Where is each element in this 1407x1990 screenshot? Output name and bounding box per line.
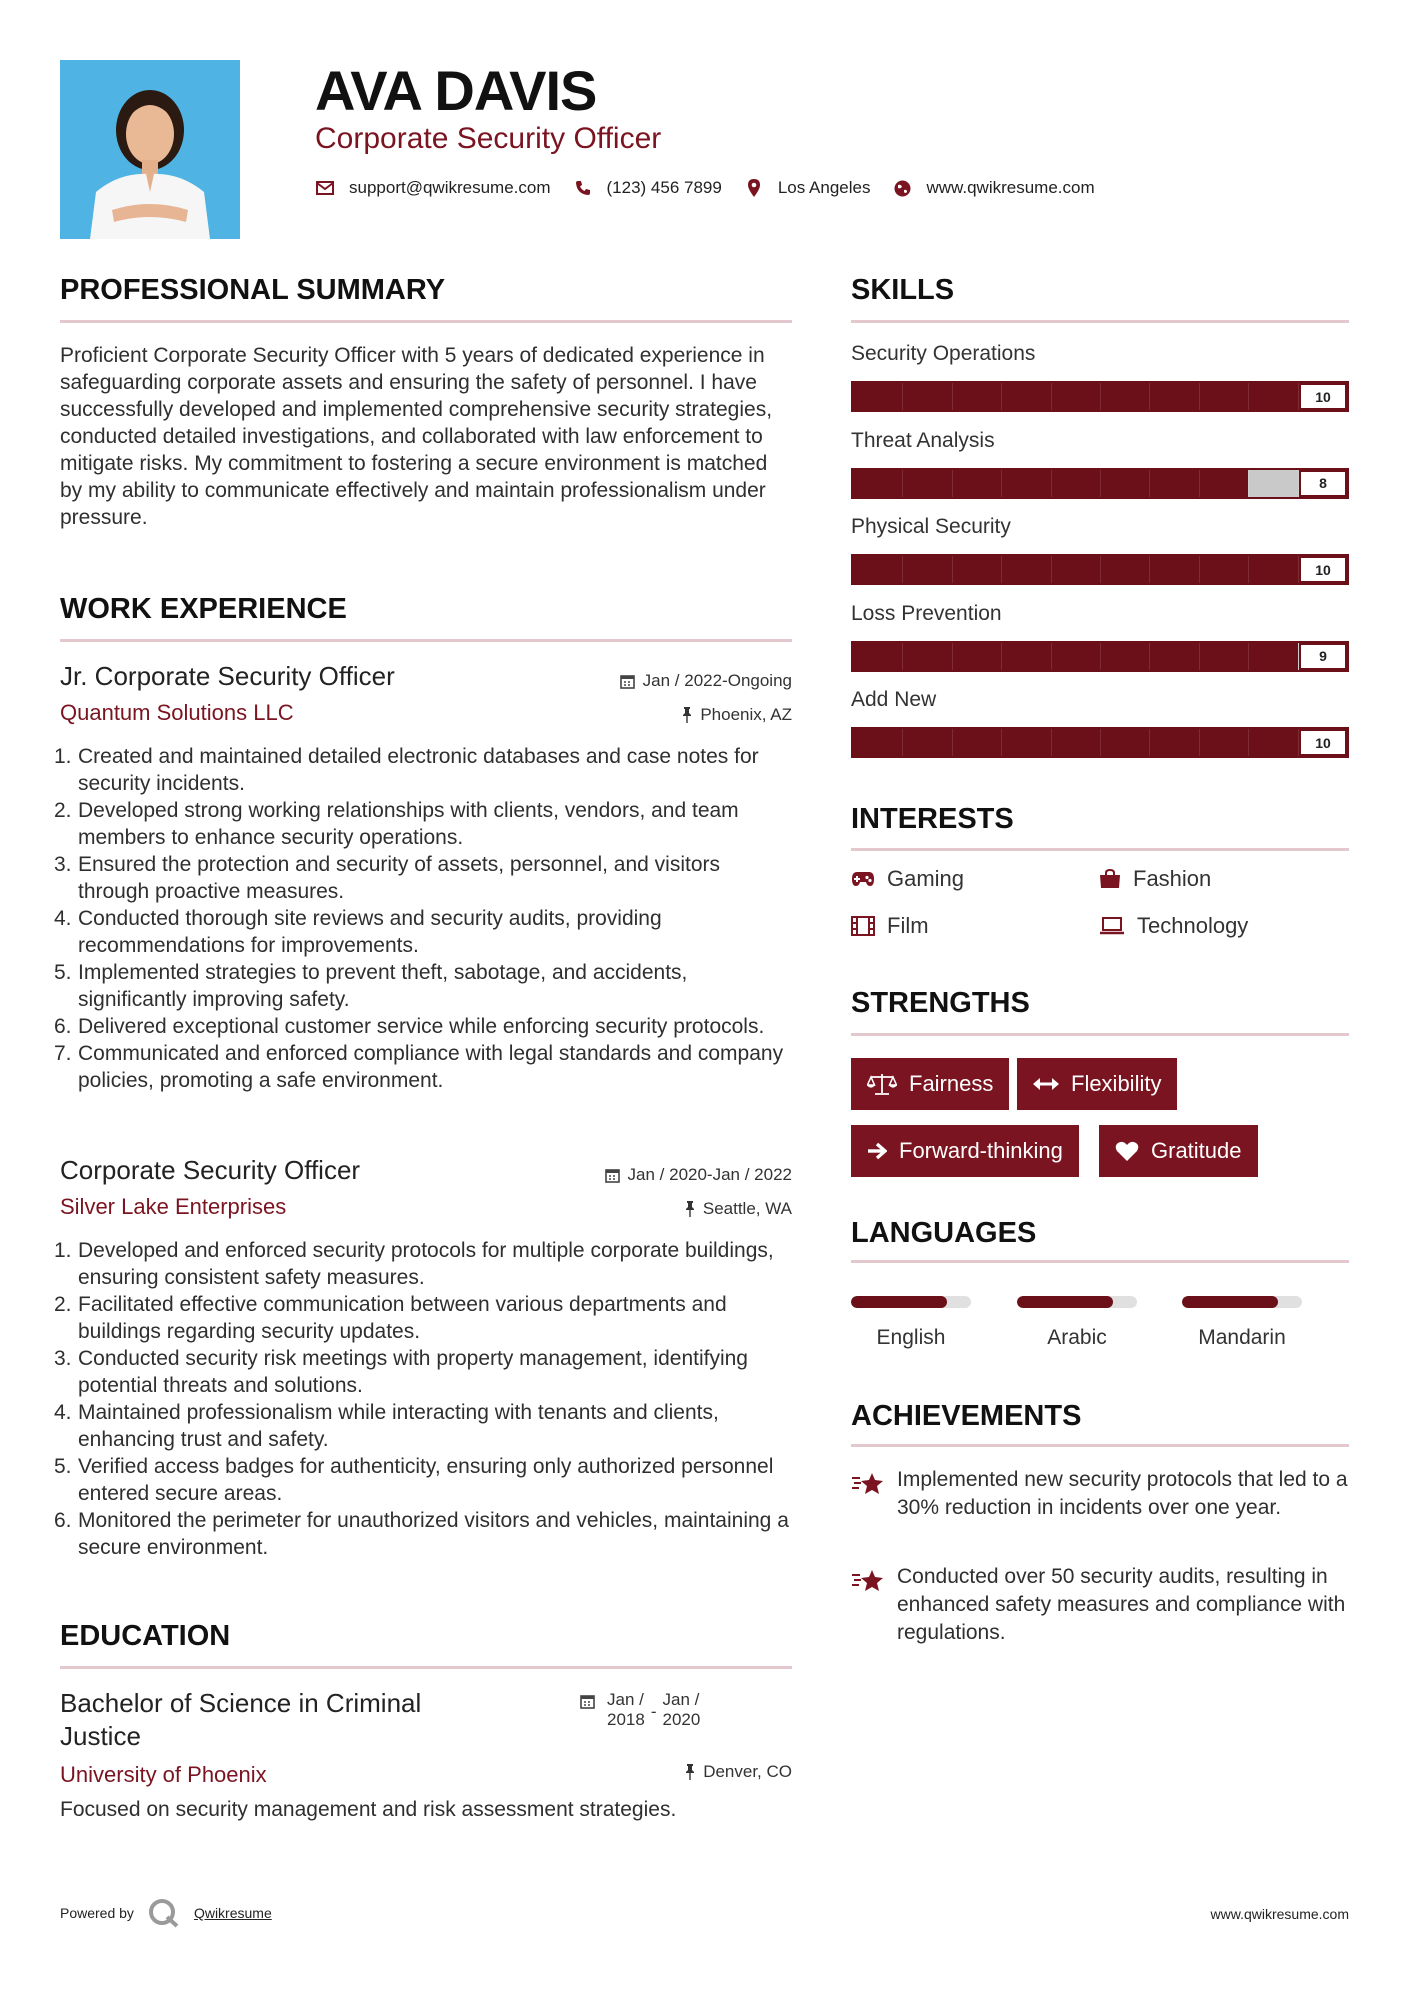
arrows-horizontal-icon xyxy=(1033,1077,1059,1091)
pushpin-icon xyxy=(682,707,692,723)
education-dates xyxy=(580,1690,740,1730)
skill-level-value: 10 xyxy=(1299,556,1347,583)
duty-item: 1. Created and maintained detailed electronic databases and case notes for security incidents. xyxy=(54,745,759,795)
contact-phone[interactable]: (123) 456 7899 xyxy=(606,178,722,197)
contact-email[interactable]: support@qwikresume.com xyxy=(349,178,551,197)
summary-heading: PROFESSIONAL SUMMARY xyxy=(60,274,446,306)
duty-item: 2. Facilitated effective communication between various departments and buildings regarding security updates. xyxy=(54,1293,727,1343)
strength-fairness: Fairness xyxy=(851,1058,1009,1110)
skills-heading: SKILLS xyxy=(851,274,955,306)
laptop-icon xyxy=(1099,917,1125,935)
calendar-icon xyxy=(620,674,635,689)
education-end-date: Jan / 2020 xyxy=(662,1690,701,1729)
skill-name: Physical Security xyxy=(851,515,1011,538)
skill-segment-divider xyxy=(1001,383,1002,410)
skill-segment-divider xyxy=(1001,729,1002,756)
portrait-image xyxy=(60,60,240,239)
job-title: Corporate Security Officer xyxy=(60,1155,361,1185)
language-name: Arabic xyxy=(1047,1326,1107,1349)
language-level-bar xyxy=(851,1296,971,1308)
language-level-bar xyxy=(1017,1296,1137,1308)
skill-segment-divider xyxy=(1001,643,1002,670)
education-start-date: Jan / 2018 xyxy=(607,1690,645,1729)
skill-segment-divider xyxy=(1001,470,1002,497)
job-duties xyxy=(54,1237,795,1561)
skill-level-fill xyxy=(853,643,1298,670)
strengths-heading: STRENGTHS xyxy=(851,987,1030,1019)
experience-divider xyxy=(60,639,792,642)
skill-name: Loss Prevention xyxy=(851,601,1002,625)
skill-segment-divider xyxy=(902,643,903,670)
powered-by-label: Powered by xyxy=(60,1905,134,1921)
map-marker-icon xyxy=(744,178,764,198)
language-name: Mandarin xyxy=(1198,1326,1286,1349)
skill-name: Add New xyxy=(851,688,937,711)
skill-segment-divider xyxy=(1149,643,1150,670)
language-level-fill xyxy=(1182,1296,1278,1308)
skill-segment-divider xyxy=(1149,470,1150,497)
skill-segment-divider xyxy=(1051,729,1052,756)
qwikresume-logo-icon xyxy=(148,1898,180,1928)
strengths-divider xyxy=(851,1033,1349,1036)
education-location xyxy=(685,1762,792,1782)
job-location xyxy=(685,1199,792,1219)
language-level-fill xyxy=(1017,1296,1113,1308)
job-dates-text: Jan / 2022-Ongoing xyxy=(642,671,792,690)
pushpin-icon xyxy=(685,1201,695,1217)
skill-level-value: 8 xyxy=(1299,470,1347,497)
duty-item: 6. Monitored the perimeter for unauthorized visitors and vehicles, maintaining a secure environment. xyxy=(54,1509,789,1559)
skill-segment-divider xyxy=(1100,470,1101,497)
duty-item: 3. Conducted security risk meetings with property management, identifying potential threats and solutions. xyxy=(54,1347,748,1397)
skill-segment-divider xyxy=(1051,643,1052,670)
job-dates-text: Jan / 2020-Jan / 2022 xyxy=(627,1165,792,1184)
calendar-icon xyxy=(605,1168,620,1183)
skill-segment-divider xyxy=(1248,383,1249,410)
achievements-heading: ACHIEVEMENTS xyxy=(851,1400,1082,1432)
job-company: Silver Lake Enterprises xyxy=(60,1194,287,1219)
skill-segment-divider xyxy=(1149,729,1150,756)
duty-item: 5. Verified access badges for authenticity, ensuring only authorized personnel entered secure areas. xyxy=(54,1455,774,1505)
skill-segment-divider xyxy=(952,643,953,670)
candidate-name: AVA DAVIS xyxy=(315,59,597,122)
skill-segment-divider xyxy=(1100,729,1101,756)
job-dates xyxy=(605,1165,792,1185)
language-name: English xyxy=(876,1326,946,1349)
summary-divider xyxy=(60,320,792,323)
shopping-bag-icon xyxy=(1099,869,1121,889)
skill-level-bar xyxy=(851,381,1349,412)
education-heading: EDUCATION xyxy=(60,1620,231,1652)
job-duties xyxy=(54,743,795,1094)
skill-level-value: 9 xyxy=(1299,643,1347,670)
contact-bar xyxy=(315,178,1117,198)
profile-photo xyxy=(60,60,240,239)
skill-segment-divider xyxy=(1199,383,1200,410)
candidate-title: Corporate Security Officer xyxy=(315,122,662,155)
skill-segment-divider xyxy=(952,383,953,410)
skill-segment-divider xyxy=(1051,383,1052,410)
strength-flexibility: Flexibility xyxy=(1017,1058,1177,1110)
arrow-right-icon xyxy=(867,1142,887,1160)
contact-location: Los Angeles xyxy=(777,178,871,197)
heart-icon xyxy=(1115,1141,1139,1162)
duty-item: 5. Implemented strategies to prevent theft, sabotage, and accidents, significantly improving safety. xyxy=(54,961,688,1011)
skill-segment-divider xyxy=(1248,643,1249,670)
skill-segment-divider xyxy=(1051,556,1052,583)
language-level-bar xyxy=(1182,1296,1302,1308)
film-icon xyxy=(851,916,875,936)
education-location-text: Denver, CO xyxy=(703,1762,792,1781)
envelope-icon xyxy=(315,178,335,198)
duty-item: 3. Ensured the protection and security of assets, personnel, and visitors through proactive measures. xyxy=(54,853,721,903)
skill-level-bar xyxy=(851,727,1349,758)
skills-divider xyxy=(851,320,1349,323)
skill-segment-divider xyxy=(1248,470,1249,497)
skill-segment-divider xyxy=(902,729,903,756)
strength-gratitude: Gratitude xyxy=(1099,1125,1258,1177)
skill-name: Security Operations xyxy=(851,342,1036,365)
pushpin-icon xyxy=(685,1764,695,1780)
skill-segment-divider xyxy=(952,556,953,583)
skill-segment-divider xyxy=(952,470,953,497)
skill-level-value: 10 xyxy=(1299,729,1347,756)
skill-segment-divider xyxy=(1199,643,1200,670)
skill-segment-divider xyxy=(902,470,903,497)
education-date-separator: - xyxy=(650,1702,657,1721)
qwikresume-link[interactable]: Qwikresume xyxy=(193,1905,272,1921)
education-school: University of Phoenix xyxy=(60,1762,267,1787)
skill-segment-divider xyxy=(1199,556,1200,583)
skill-segment-divider xyxy=(1149,383,1150,410)
interest-technology: Technology xyxy=(1099,913,1248,939)
phone-icon xyxy=(573,178,593,198)
interest-film: Film xyxy=(851,913,929,939)
skill-segment-divider xyxy=(1100,556,1101,583)
interest-fashion: Fashion xyxy=(1099,866,1211,892)
contact-website[interactable]: www.qwikresume.com xyxy=(926,178,1095,197)
skill-segment-divider xyxy=(1199,729,1200,756)
education-degree: Bachelor of Science in Criminal Justice xyxy=(60,1688,422,1751)
job-dates xyxy=(620,671,792,691)
job-location-text: Seattle, WA xyxy=(702,1199,792,1218)
duty-item: 4. Conducted thorough site reviews and security audits, providing recommendations for improvements. xyxy=(54,907,662,957)
languages-heading: LANGUAGES xyxy=(851,1217,1037,1249)
gamepad-icon xyxy=(851,871,875,887)
skill-level-bar xyxy=(851,468,1349,499)
skill-segment-divider xyxy=(902,383,903,410)
strength-forward-thinking: Forward-thinking xyxy=(851,1125,1079,1177)
skill-segment-divider xyxy=(1051,470,1052,497)
achievements-divider xyxy=(851,1444,1349,1447)
languages-divider xyxy=(851,1260,1349,1263)
interests-divider xyxy=(851,848,1349,851)
job-location-text: Phoenix, AZ xyxy=(700,705,792,724)
skill-segment-divider xyxy=(1199,470,1200,497)
skill-segment-divider xyxy=(1100,383,1101,410)
skill-segment-divider xyxy=(1100,643,1101,670)
calendar-icon xyxy=(580,1694,595,1714)
footer-brand xyxy=(60,1898,272,1928)
globe-icon xyxy=(892,178,912,198)
skill-segment-divider xyxy=(1248,729,1249,756)
skill-segment-divider xyxy=(1001,556,1002,583)
interests-heading: INTERESTS xyxy=(851,803,1014,835)
duty-item: 7. Communicated and enforced compliance with legal standards and company policies, promoting a safe environment. xyxy=(54,1042,784,1092)
duty-item: 2. Developed strong working relationships with clients, vendors, and team members to enhance security operations. xyxy=(54,799,739,849)
skill-level-bar xyxy=(851,641,1349,672)
skill-name: Threat Analysis xyxy=(851,428,995,452)
skill-segment-divider xyxy=(1248,556,1249,583)
job-company: Quantum Solutions LLC xyxy=(60,700,294,725)
shooting-star-icon xyxy=(851,1466,897,1522)
language-level-fill xyxy=(851,1296,947,1308)
skill-segment-divider xyxy=(952,729,953,756)
skill-level-value: 10 xyxy=(1299,383,1347,410)
job-location xyxy=(682,705,792,725)
duty-item: 4. Maintained professionalism while interacting with tenants and clients, enhancing trust and safety. xyxy=(54,1401,719,1451)
duty-item: 1. Developed and enforced security protocols for multiple corporate buildings, ensuring consistent safety measures. xyxy=(54,1239,774,1289)
achievement-item: Conducted over 50 security audits, resulting in enhanced safety measures and compliance with regulations. xyxy=(851,1563,1351,1647)
job-title: Jr. Corporate Security Officer xyxy=(60,661,395,691)
summary-text: Proficient Corporate Security Officer with 5 years of dedicated experience in safeguarding corporate assets and ensuring the safety of personnel. I have successfully developed and implemented comprehensive security strategies, conducted detailed investigations, and collaborated with law enforcement to mitigate risks. My commitment to fostering a secure environment is matched by my ability to communicate effectively and maintain professionalism under pressure. xyxy=(60,344,773,529)
experience-heading: WORK EXPERIENCE xyxy=(60,593,347,625)
duty-item: 6. Delivered exceptional customer service while enforcing security protocols. xyxy=(54,1015,765,1038)
balance-scale-icon xyxy=(867,1073,897,1095)
education-description: Focused on security management and risk assessment strategies. xyxy=(60,1798,677,1821)
interest-gaming: Gaming xyxy=(851,866,964,892)
skill-level-bar xyxy=(851,554,1349,585)
skill-segment-divider xyxy=(902,556,903,583)
footer-website[interactable]: www.qwikresume.com xyxy=(1210,1906,1349,1922)
achievement-item: Implemented new security protocols that led to a 30% reduction in incidents over one year. xyxy=(851,1466,1351,1522)
shooting-star-icon xyxy=(851,1563,897,1647)
education-divider xyxy=(60,1666,792,1669)
skill-segment-divider xyxy=(1149,556,1150,583)
